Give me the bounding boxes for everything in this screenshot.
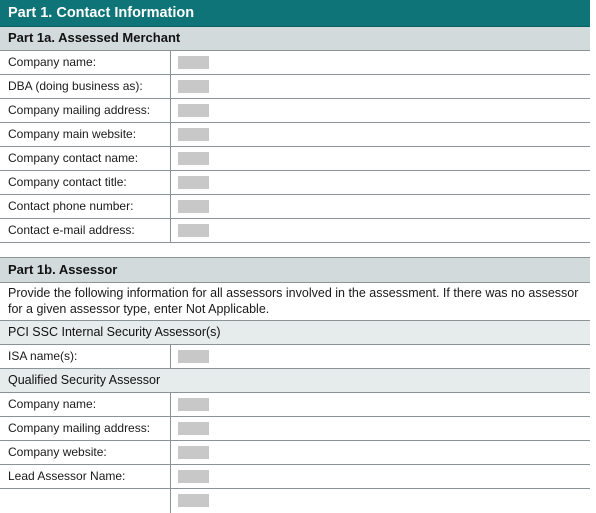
field-label: Company contact title: (0, 171, 171, 194)
form-row (0, 195, 590, 219)
form-row (0, 99, 590, 123)
input-placeholder[interactable] (178, 104, 209, 117)
isa-name-field[interactable] (171, 345, 590, 368)
part1b-description: Provide the following information for all assessors involved in the assessment. If there was no assessor for a given assessor type, enter Not Applicable. (0, 283, 590, 321)
form-row (0, 123, 590, 147)
input-placeholder[interactable] (178, 200, 209, 213)
field-label: Contact e-mail address: (0, 219, 171, 242)
next-field[interactable] (171, 489, 590, 513)
field-label: Company contact name: (0, 147, 171, 170)
field-label: ISA name(s): (0, 345, 171, 368)
qsa-mailing-address-field[interactable] (171, 417, 590, 440)
form-row (0, 51, 590, 75)
input-placeholder[interactable] (178, 470, 209, 483)
form-row (0, 345, 590, 369)
form-row (0, 171, 590, 195)
field-label: Company name: (0, 51, 171, 74)
field-label: Company mailing address: (0, 99, 171, 122)
form-row (0, 441, 590, 465)
input-placeholder[interactable] (178, 398, 209, 411)
field-label: Company main website: (0, 123, 171, 146)
part1-title: Part 1. Contact Information (0, 0, 590, 27)
form-row (0, 147, 590, 171)
input-placeholder[interactable] (178, 56, 209, 69)
field-label (0, 489, 171, 513)
mailing-address-field[interactable] (171, 99, 590, 122)
qsa-company-name-field[interactable] (171, 393, 590, 416)
form-row (0, 417, 590, 441)
part1a-heading: Part 1a. Assessed Merchant (0, 27, 590, 51)
website-field[interactable] (171, 123, 590, 146)
company-name-field[interactable] (171, 51, 590, 74)
qsa-website-field[interactable] (171, 441, 590, 464)
input-placeholder[interactable] (178, 422, 209, 435)
field-label: Company mailing address: (0, 417, 171, 440)
input-placeholder[interactable] (178, 128, 209, 141)
input-placeholder[interactable] (178, 446, 209, 459)
form-row (0, 393, 590, 417)
field-label: Company website: (0, 441, 171, 464)
qsa-group-heading: Qualified Security Assessor (0, 369, 590, 393)
section-spacer (0, 243, 590, 258)
dba-field[interactable] (171, 75, 590, 98)
form-row (0, 219, 590, 243)
form-row (0, 489, 590, 513)
input-placeholder[interactable] (178, 152, 209, 165)
form-row (0, 75, 590, 99)
field-label: Lead Assessor Name: (0, 465, 171, 488)
field-label: Company name: (0, 393, 171, 416)
field-label: Contact phone number: (0, 195, 171, 218)
phone-field[interactable] (171, 195, 590, 218)
isa-group-heading: PCI SSC Internal Security Assessor(s) (0, 321, 590, 345)
email-field[interactable] (171, 219, 590, 242)
input-placeholder[interactable] (178, 350, 209, 363)
contact-name-field[interactable] (171, 147, 590, 170)
part1b-heading: Part 1b. Assessor (0, 258, 590, 283)
contact-title-field[interactable] (171, 171, 590, 194)
input-placeholder[interactable] (178, 176, 209, 189)
input-placeholder[interactable] (178, 224, 209, 237)
lead-assessor-name-field[interactable] (171, 465, 590, 488)
field-label: DBA (doing business as): (0, 75, 171, 98)
form-row (0, 465, 590, 489)
input-placeholder[interactable] (178, 80, 209, 93)
input-placeholder[interactable] (178, 494, 209, 507)
part1a-fields (0, 51, 590, 243)
